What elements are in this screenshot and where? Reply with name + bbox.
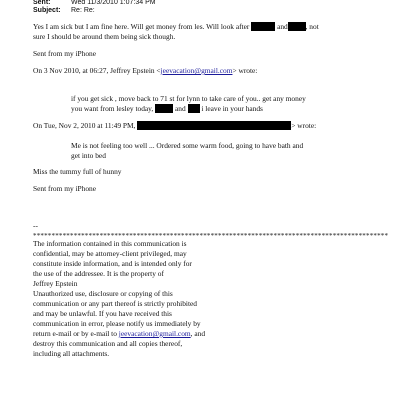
quote-intro-text-a: On 3 Nov 2010, at 06:27, Jeffrey Epstein < xyxy=(33,66,161,75)
message-1-line-1 xyxy=(71,94,306,104)
footer-dashes xyxy=(33,221,38,231)
quote-intro-2 xyxy=(33,121,316,131)
footer-star-divider: ************************************************************************************************ xyxy=(33,232,389,240)
redaction-box xyxy=(137,121,291,130)
signature-text: Sent from my iPhone xyxy=(33,49,97,58)
notice-email-line xyxy=(33,329,205,339)
reply-line-2 xyxy=(33,32,175,42)
message-text-a: you want from lesley today, xyxy=(71,104,154,113)
notice-line: constitute inside information, and is intended only for xyxy=(33,259,192,268)
signature-2 xyxy=(33,184,96,194)
message-text: get into bed xyxy=(71,151,106,160)
reply-line-1 xyxy=(33,22,319,32)
miss-line xyxy=(33,167,121,177)
notice-line: confidential, may be attorney-client privileged, may xyxy=(33,249,187,258)
subject-label: Subject: xyxy=(33,7,61,14)
message-text: Me is not feeling too well ... Ordered some warm food, going to have bath and xyxy=(71,141,304,150)
miss-text: Miss the tummy full of hunny xyxy=(33,167,122,176)
notice-line: Jeffrey Epstein xyxy=(33,279,78,288)
sent-value: Wed 11/3/2010 1:07:34 PM xyxy=(71,0,156,6)
redaction-box xyxy=(155,104,173,113)
quote-intro-text-b: > wrote: xyxy=(232,66,258,75)
notice-line: The information contained in this communication is xyxy=(33,239,187,248)
signature-1 xyxy=(33,49,96,59)
notice-line: Unauthorized use, disclosure or copying of this xyxy=(33,289,173,298)
sent-row xyxy=(33,0,156,7)
message-text-c: i leave in your hands xyxy=(201,104,263,113)
email-link[interactable]: jeevacation@gmail.com xyxy=(118,329,191,338)
message-2-line-1 xyxy=(71,141,303,151)
notice-text-a: return e-mail or by e-mail to xyxy=(33,329,117,338)
message-1-line-2 xyxy=(71,104,263,114)
quote-intro-text-b: > wrote: xyxy=(291,121,317,130)
notice-line: communication in error, please notify us immediately by xyxy=(33,319,201,328)
subject-row xyxy=(33,7,95,15)
signature-text: Sent from my iPhone xyxy=(33,184,97,193)
notice-line: the use of the addressee. It is the property of xyxy=(33,269,164,278)
message-text-b: and xyxy=(174,104,186,113)
subject-value: Re: Re: xyxy=(71,7,95,14)
message-2-line-2 xyxy=(71,151,106,161)
message-text: if you get sick , move back to 71 st for lynn to take care of you.. get any money xyxy=(71,94,306,103)
reply-text-b: and xyxy=(277,22,288,31)
notice-text-b: , and xyxy=(190,329,206,338)
redaction-box xyxy=(251,22,275,31)
notice-line: communication or any part thereof is strictly prohibited xyxy=(33,299,197,308)
redaction-box xyxy=(288,22,306,31)
quote-intro-1 xyxy=(33,66,257,76)
dashes-text: -- xyxy=(33,221,38,230)
reply-text-c: , not xyxy=(305,22,319,31)
notice-line: destroy this communication and all copies thereof, xyxy=(33,339,183,348)
redaction-box xyxy=(188,104,200,113)
quote-intro-text-a: On Tue, Nov 2, 2010 at 11:49 PM, xyxy=(33,121,136,130)
reply-text-a: Yes I am sick but I am fine here. Will get money from les. Will look after xyxy=(33,22,250,31)
email-link[interactable]: jeevacation@gmail.com xyxy=(160,66,233,75)
notice-line: including all attachments. xyxy=(33,349,110,358)
notice-line: and may be unlawful. If you have received this xyxy=(33,309,172,318)
sent-label: Sent: xyxy=(33,0,51,6)
reply-text-line2: sure I should be around them being sick though. xyxy=(33,32,176,41)
